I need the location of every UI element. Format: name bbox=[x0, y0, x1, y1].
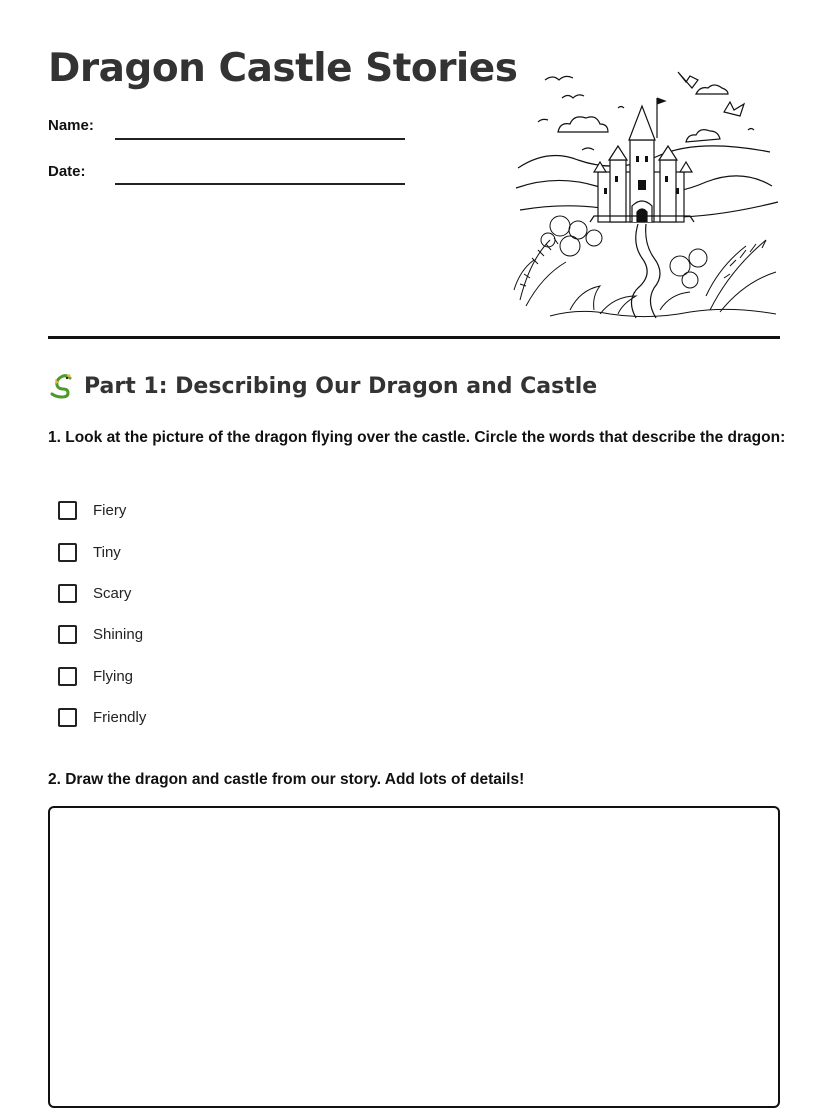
option-friendly[interactable] bbox=[58, 697, 146, 738]
question-1: 1. Look at the picture of the dragon flying over the castle. Circle the words that describe the dragon: bbox=[48, 429, 786, 446]
option-fiery[interactable] bbox=[58, 490, 146, 531]
option-label: Scary bbox=[93, 584, 132, 602]
part1-heading-text: Part 1: Describing Our Dragon and Castle bbox=[84, 373, 598, 399]
checkbox[interactable] bbox=[58, 584, 77, 603]
section-divider bbox=[48, 336, 780, 339]
option-shining[interactable] bbox=[58, 614, 146, 655]
option-label: Flying bbox=[93, 667, 134, 685]
name-label: Name: bbox=[48, 117, 94, 134]
option-tiny[interactable] bbox=[58, 531, 146, 572]
question-2: 2. Draw the dragon and castle from our story. Add lots of details! bbox=[48, 771, 525, 788]
name-field[interactable] bbox=[115, 138, 405, 140]
part1-heading bbox=[48, 372, 597, 400]
page-title: Dragon Castle Stories bbox=[48, 46, 518, 91]
option-flying[interactable] bbox=[58, 656, 146, 697]
checkbox[interactable] bbox=[58, 625, 77, 644]
drawing-area[interactable] bbox=[48, 806, 780, 1108]
option-label: Friendly bbox=[93, 709, 147, 727]
option-label: Tiny bbox=[93, 543, 121, 561]
checkbox[interactable] bbox=[58, 543, 77, 562]
option-label: Shining bbox=[93, 626, 144, 644]
option-scary[interactable] bbox=[58, 573, 146, 614]
date-label: Date: bbox=[48, 163, 86, 180]
checkbox[interactable] bbox=[58, 501, 77, 520]
castle-illustration bbox=[510, 60, 780, 320]
dragon-word-options bbox=[58, 490, 146, 738]
option-label: Fiery bbox=[93, 502, 127, 520]
checkbox[interactable] bbox=[58, 708, 77, 727]
date-field[interactable] bbox=[115, 183, 405, 185]
checkbox[interactable] bbox=[58, 667, 77, 686]
dragon-icon bbox=[48, 372, 76, 400]
